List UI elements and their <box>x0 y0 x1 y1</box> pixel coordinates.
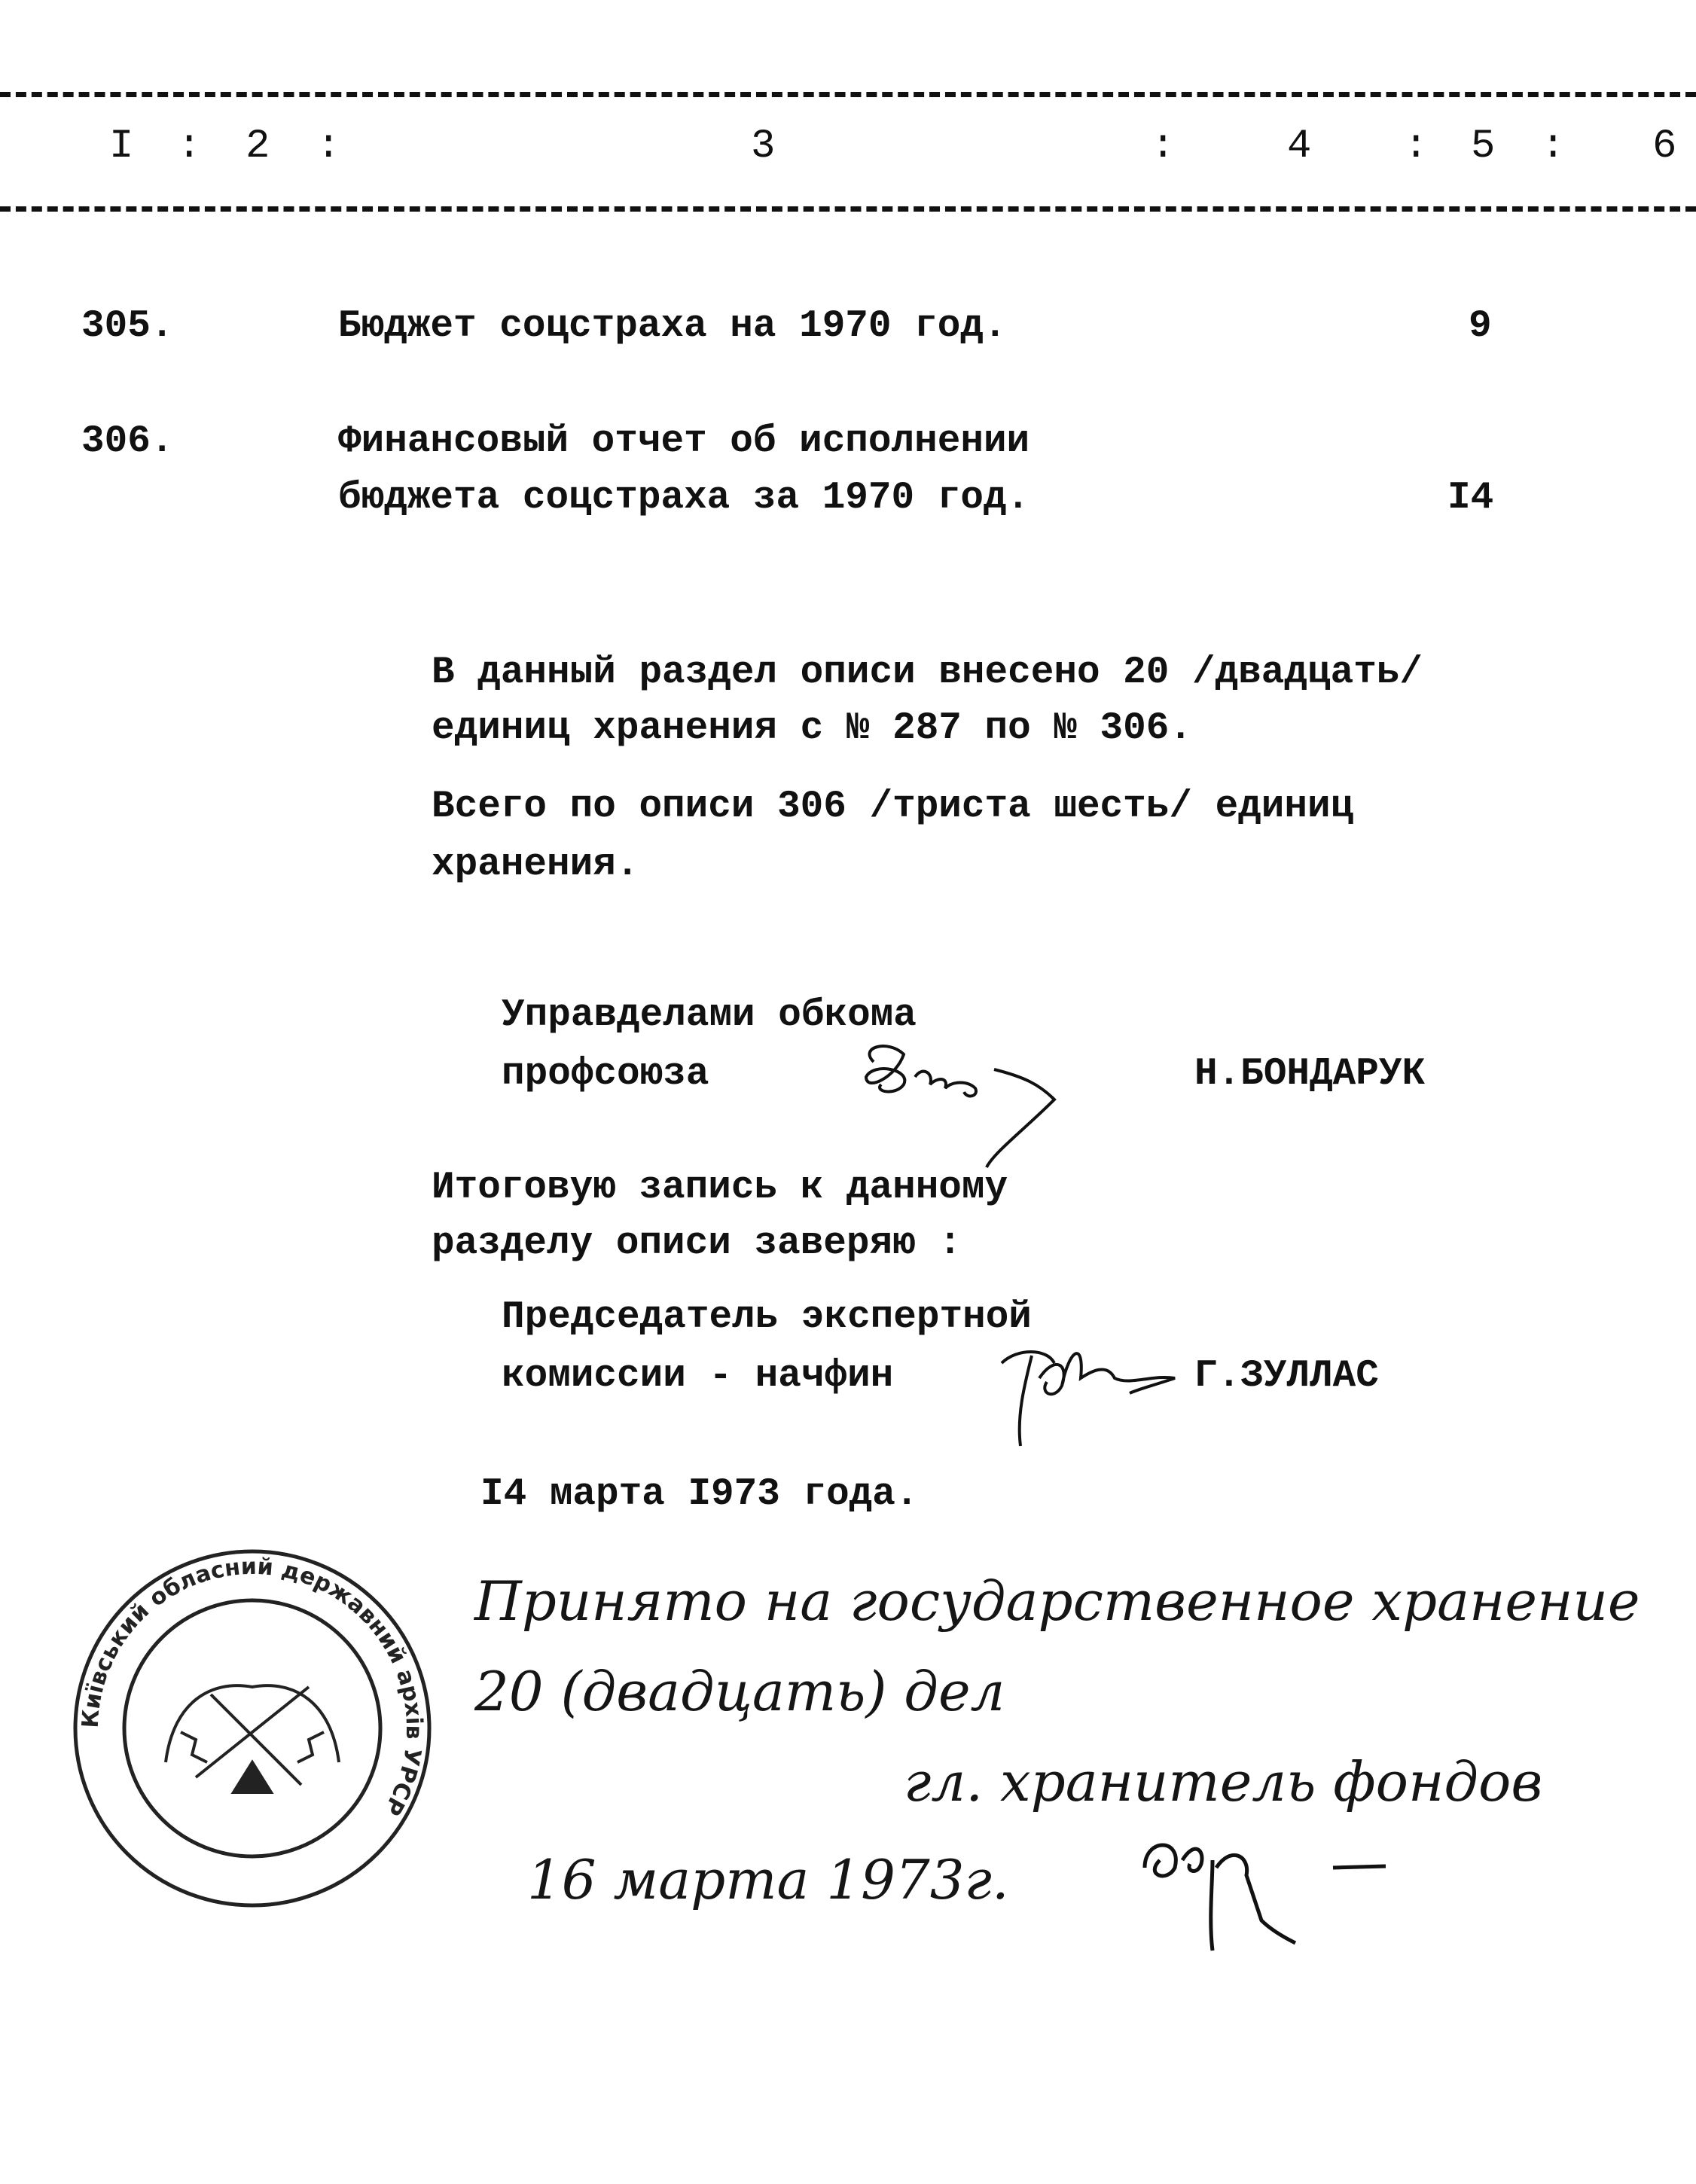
chair-title: комиссии - начфин <box>502 1355 894 1398</box>
column-5: 5 <box>1471 124 1496 169</box>
manager-title: Управделами обкома <box>502 994 917 1037</box>
header-top-rule <box>0 92 1696 97</box>
summary-line: единиц хранения с № 287 по № 306. <box>432 707 1192 750</box>
column-1: I <box>109 124 134 169</box>
handwritten-line: гл. хранитель фондов <box>904 1750 1543 1813</box>
manager-signature <box>843 1032 1069 1182</box>
document-date: I4 марта I973 года. <box>480 1473 919 1516</box>
chair-name: Г.ЗУЛЛАС <box>1194 1355 1379 1398</box>
column-separator: : <box>177 124 202 169</box>
entry-number: 306. <box>81 420 174 463</box>
certify-line: разделу описи заверяю : <box>432 1222 962 1265</box>
header-bottom-rule <box>0 206 1696 212</box>
manager-name: Н.БОНДАРУК <box>1194 1053 1426 1096</box>
keeper-signature <box>1130 1830 1401 1958</box>
column-4: 4 <box>1287 124 1312 169</box>
summary-line: В данный раздел описи внесено 20 /двадцать/ <box>432 651 1423 694</box>
archive-stamp <box>60 1536 444 1920</box>
handwritten-line: Принято на государственное хранение <box>474 1569 1640 1633</box>
entry-title: Бюджет соцстраха на 1970 год. <box>338 305 1007 348</box>
column-6: 6 <box>1652 124 1677 169</box>
summary-line: хранения. <box>432 843 639 886</box>
chair-signature <box>987 1333 1182 1453</box>
coat-of-arms-icon <box>166 1685 339 1792</box>
column-separator: : <box>1541 124 1566 169</box>
stamp-text: Київський обласний державний архів УРСР <box>77 1553 428 1820</box>
column-3: 3 <box>751 124 776 169</box>
entry-sheets: I4 <box>1447 477 1494 520</box>
entry-sheets: 9 <box>1469 305 1492 348</box>
summary-line: Всего по описи 306 /триста шесть/ единиц <box>432 785 1354 828</box>
entry-title: бюджета соцстраха за 1970 год. <box>338 477 1030 520</box>
column-separator: : <box>1151 124 1176 169</box>
chair-title: Председатель экспертной <box>502 1296 1032 1339</box>
column-separator: : <box>1404 124 1429 169</box>
handwritten-line: 16 марта 1973г. <box>527 1848 1009 1911</box>
certify-line: Итоговую запись к данному <box>432 1167 1008 1209</box>
entry-title: Финансовый отчет об исполнении <box>338 420 1030 463</box>
entry-number: 305. <box>81 305 174 348</box>
manager-title: профсоюза <box>502 1053 709 1096</box>
column-separator: : <box>316 124 341 169</box>
column-2: 2 <box>246 124 270 169</box>
handwritten-line: 20 (двадцать) дел <box>474 1660 1005 1723</box>
